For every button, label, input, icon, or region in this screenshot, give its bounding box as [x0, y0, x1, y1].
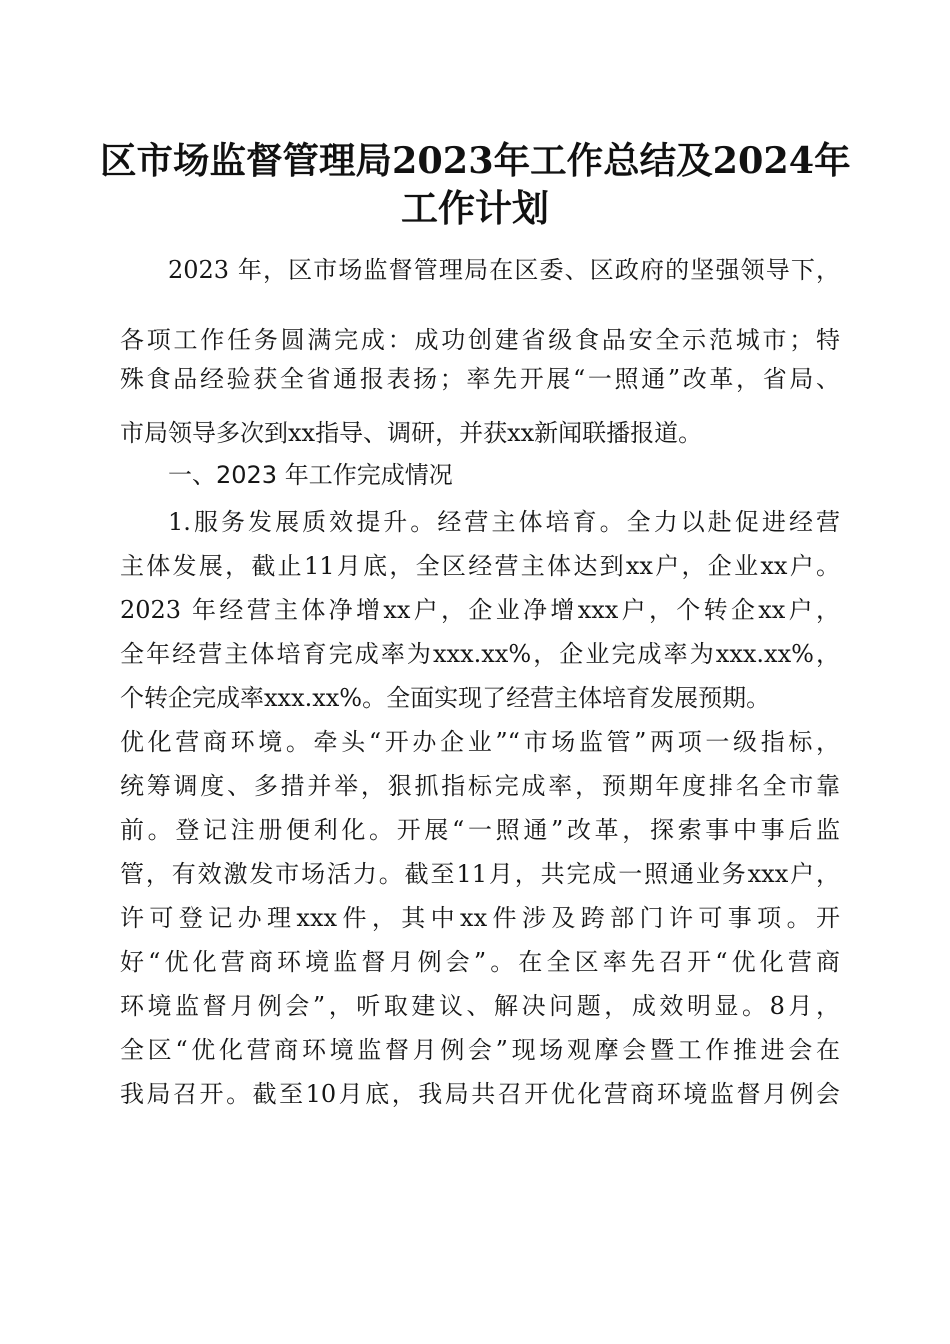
section-paragraph-line: 环境监督月例会”，听取建议、解决问题，成效明显。8月， [120, 992, 840, 1020]
section-paragraph-line: 管，有效激发市场活力。截至11月，共完成一照通业务xxx户， [120, 860, 840, 888]
section-paragraph-line: 统筹调度、多措并举，狠抓指标完成率，预期年度排名全市靠 [120, 772, 840, 800]
section-paragraph-line: 许可登记办理xxx件，其中xx件涉及跨部门许可事项。开 [120, 904, 840, 932]
section-paragraph-line: 优化营商环境。牵头“开办企业”“市场监管”两项一级指标， [120, 728, 840, 756]
section-paragraph-line: 1.服务发展质效提升。经营主体培育。全力以赴促进经营 [168, 508, 840, 536]
intro-paragraph-line: 市局领导多次到xx指导、调研，并获xx新闻联播报道。 [120, 419, 703, 447]
section-paragraph-line: 全年经营主体培育完成率为xxx.xx%，企业完成率为xxx.xx%， [120, 640, 840, 668]
intro-paragraph-line: 各项工作任务圆满完成：成功创建省级食品安全示范城市；特 [120, 326, 840, 354]
section-paragraph-line: 个转企完成率xxx.xx%。全面实现了经营主体培育发展预期。 [120, 684, 771, 712]
document-title-line-1: 区市场监督管理局2023年工作总结及2024年 [100, 139, 851, 182]
section-paragraph-line: 前。登记注册便利化。开展“一照通”改革，探索事中事后监 [120, 816, 840, 844]
section-paragraph-line: 主体发展，截止11月底，全区经营主体达到xx户，企业xx户。 [120, 552, 840, 580]
intro-paragraph-line: 2023 年，区市场监督管理局在区委、区政府的坚强领导下， [168, 256, 840, 284]
section-paragraph-line: 好“优化营商环境监督月例会”。在全区率先召开“优化营商 [120, 948, 840, 976]
document-title-line-2: 工作计划 [401, 186, 549, 230]
section-paragraph-line: 全区“优化营商环境监督月例会”现场观摩会暨工作推进会在 [120, 1036, 840, 1064]
section-paragraph-line: 我局召开。截至10月底，我局共召开优化营商环境监督月例会 [120, 1080, 840, 1108]
intro-paragraph-line: 殊食品经验获全省通报表扬；率先开展“一照通”改革，省局、 [120, 365, 840, 393]
section-heading: 一、2023 年工作完成情况 [168, 461, 453, 489]
section-paragraph-line: 2023 年经营主体净增xx户，企业净增xxx户，个转企xx户， [120, 596, 840, 624]
